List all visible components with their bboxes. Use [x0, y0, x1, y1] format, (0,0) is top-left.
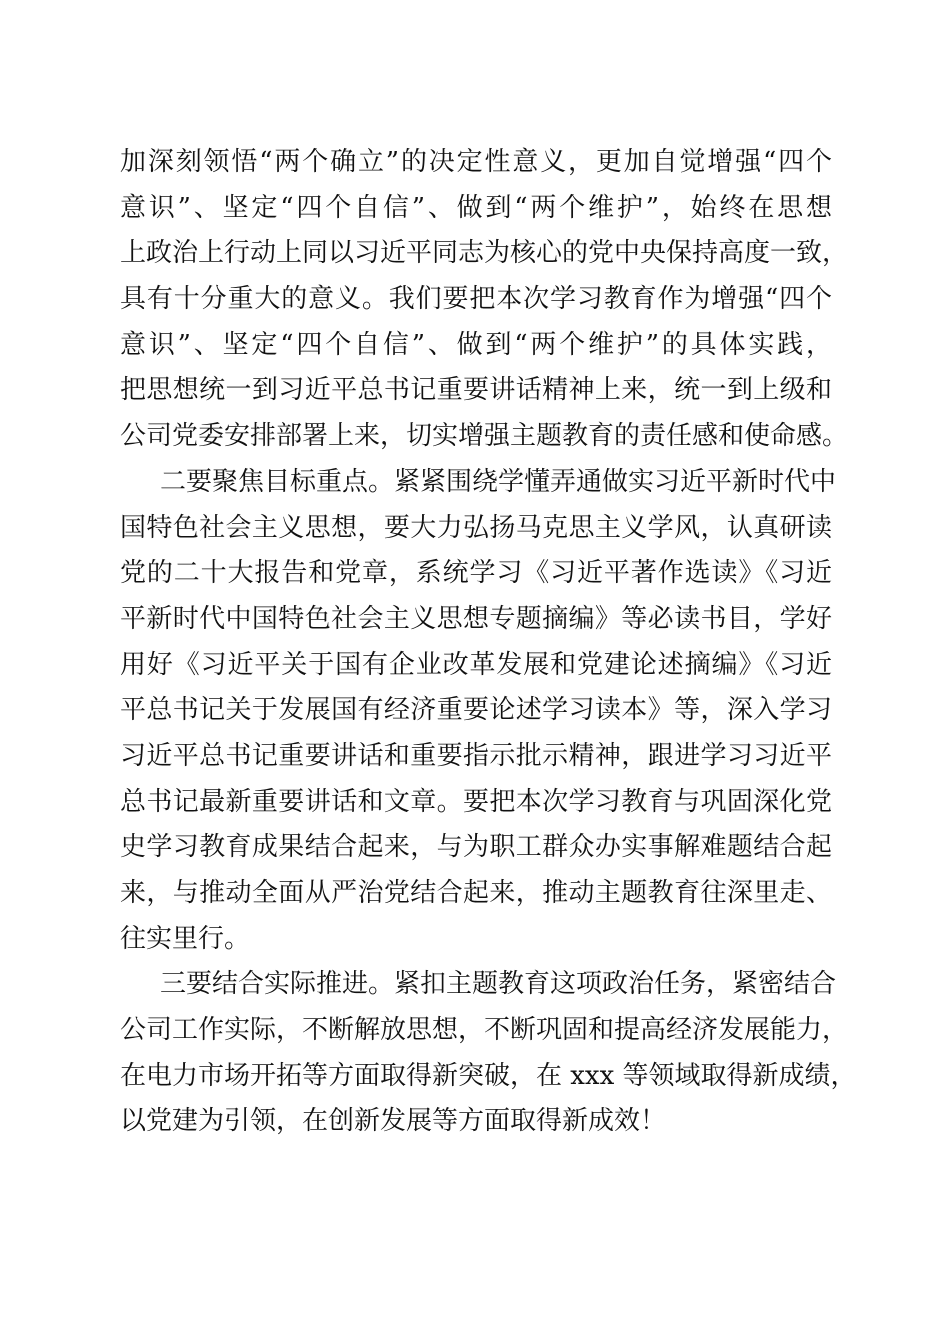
text-line: 党的二十大报告和党章，系统学习《习近平著作选读》《习近: [120, 558, 832, 589]
text-line: 用好《习近平关于国有企业改革发展和党建论述摘编》《习近: [120, 649, 832, 680]
text-line: 习近平总书记重要讲话和重要指示批示精神，跟进学习习近平: [120, 740, 832, 771]
text-line: 加深刻领悟“两个确立”的决定性意义，更加自觉增强“四个: [120, 147, 832, 177]
body-text: [120, 140, 857, 1145]
paragraph-2: [120, 460, 837, 963]
paragraph-3: [120, 962, 857, 1145]
text-line: 平总书记关于发展国有经济重要论述学习读本》等，深入学习: [120, 695, 832, 726]
text-line: 往实里行。: [120, 923, 251, 954]
text-line: 以党建为引领，在创新发展等方面取得新成效！: [120, 1106, 667, 1137]
text-line: 国特色社会主义思想，要大力弘扬马克思主义学风，认真研读: [120, 512, 832, 543]
text-line: 把思想统一到习近平总书记重要讲话精神上来，统一到上级和: [120, 375, 832, 406]
text-line: 在电力市场开拓等方面取得新突破，在 xxx 等领域取得新成绩，: [120, 1060, 857, 1091]
text-line: 具有十分重大的意义。我们要把本次学习教育作为增强“四个: [120, 284, 832, 315]
text-line: 平新时代中国特色社会主义思想专题摘编》等必读书目，学好: [120, 603, 832, 634]
text-line: 意识”、坚定“四个自信”、做到“两个维护”，始终在思想: [120, 192, 832, 223]
text-line: 上政治上行动上同以习近平同志为核心的党中央保持高度一致，: [120, 238, 849, 269]
text-line: 意识”、坚定“四个自信”、做到“两个维护”的具体实践，: [120, 329, 832, 360]
text-line: 三要结合实际推进。紧扣主题教育这项政治任务，紧密结合: [160, 969, 837, 1000]
text-line: 史学习教育成果结合起来，与为职工群众办实事解难题结合起: [120, 832, 832, 863]
text-line: 公司党委安排部署上来，切实增强主题教育的责任感和使命感。: [120, 421, 849, 452]
text-line: 来，与推动全面从严治党结合起来，推动主题教育往深里走、: [120, 878, 832, 908]
text-line: 二要聚焦目标重点。紧紧围绕学懂弄通做实习近平新时代中: [160, 466, 837, 497]
paragraph-1: [120, 140, 849, 460]
text-line: 总书记最新重要讲话和文章。要把本次学习教育与巩固深化党: [120, 786, 832, 817]
text-line: 公司工作实际，不断解放思想，不断巩固和提高经济发展能力，: [120, 1015, 849, 1046]
